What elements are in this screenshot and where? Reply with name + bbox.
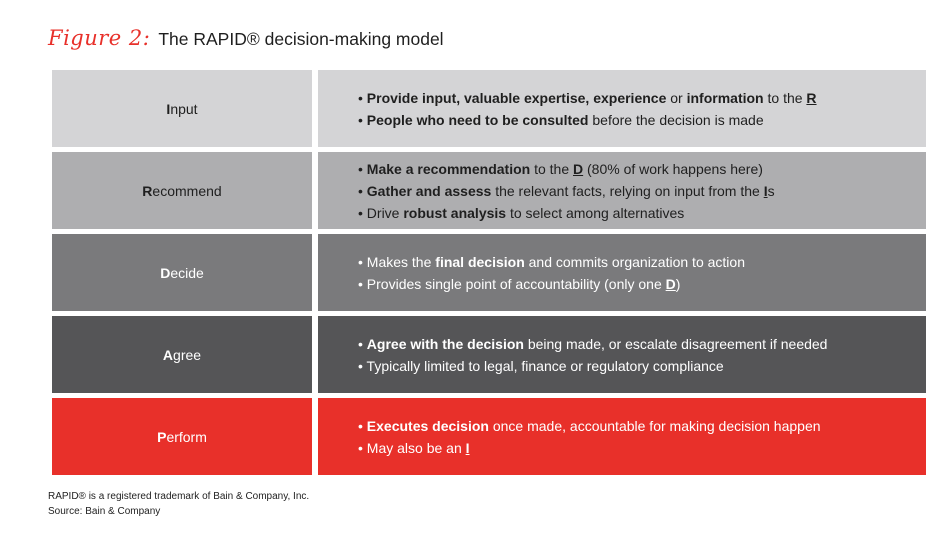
bullet-line	[358, 355, 926, 377]
role-initial: D	[160, 264, 171, 281]
text-segment: •	[358, 111, 367, 128]
bold-phrase: Provide input, valuable expertise, experience	[366, 89, 667, 106]
description-cell	[318, 70, 926, 147]
source-note: Source: Bain & Company	[48, 506, 161, 517]
role-rest: gree	[173, 346, 202, 363]
bold-phrase: information	[686, 89, 764, 106]
bold-phrase: Agree with the decision	[366, 335, 524, 352]
description-cell	[318, 152, 926, 229]
text-segment: )	[675, 275, 681, 292]
role-rest: ecide	[170, 264, 204, 281]
role-reference: R	[806, 89, 817, 106]
role-cell	[52, 70, 312, 147]
role-initial: I	[166, 100, 171, 117]
bullet-line	[358, 251, 926, 273]
text-segment: the relevant facts, relying on input from the	[491, 182, 764, 199]
bold-phrase: Executes decision	[366, 417, 489, 434]
rapid-row-perform	[52, 398, 926, 475]
text-segment: (80% of work happens here)	[583, 160, 763, 177]
text-segment: •	[358, 89, 367, 106]
trademark-note: RAPID® is a registered trademark of Bain & Company, Inc.	[48, 491, 310, 502]
bullet-line	[358, 158, 926, 180]
text-segment: being made, or escalate disagreement if needed	[523, 335, 828, 352]
bold-phrase: Make a recommendation	[366, 160, 531, 177]
text-segment: • Typically limited to legal, finance or regulatory compliance	[358, 357, 724, 374]
description-cell	[318, 316, 926, 393]
bullet-line	[358, 415, 926, 437]
bullet-line	[358, 87, 926, 109]
text-segment: s	[767, 182, 775, 199]
bullet-line	[358, 273, 926, 295]
role-cell	[52, 316, 312, 393]
bold-phrase: final decision	[435, 253, 525, 270]
role-rest: nput	[170, 100, 198, 117]
role-cell	[52, 398, 312, 475]
bullet-line	[358, 437, 926, 459]
text-segment: to select among alternatives	[506, 204, 685, 221]
bold-phrase: People who need to be consulted	[366, 111, 589, 128]
rapid-row-decide	[52, 234, 926, 311]
role-initial: A	[162, 346, 174, 363]
bullet-line	[358, 202, 926, 224]
text-segment: before the decision is made	[588, 111, 764, 128]
rapid-row-input	[52, 70, 926, 147]
text-segment: or	[666, 89, 687, 106]
text-segment: •	[358, 182, 367, 199]
rapid-row-recommend	[52, 152, 926, 229]
bullet-line	[358, 109, 926, 131]
role-reference: D	[573, 160, 584, 177]
role-reference: I	[763, 182, 768, 199]
description-cell	[318, 398, 926, 475]
role-initial: R	[142, 182, 153, 199]
role-cell	[52, 152, 312, 229]
description-cell	[318, 234, 926, 311]
text-segment: • Drive	[358, 204, 404, 221]
figure-title-text: The RAPID® decision-making model	[158, 29, 444, 49]
bold-phrase: Gather and assess	[366, 182, 492, 199]
text-segment: to the	[530, 160, 573, 177]
figure-title	[48, 26, 444, 56]
figure-label: Figure 2:	[48, 26, 151, 50]
role-rest: erform	[166, 428, 207, 445]
text-segment: to the	[763, 89, 807, 106]
text-segment: •	[358, 335, 367, 352]
role-cell	[52, 234, 312, 311]
bold-phrase: robust analysis	[403, 204, 507, 221]
text-segment: • May also be an	[358, 439, 466, 456]
bullet-line	[358, 180, 926, 202]
role-initial: P	[157, 428, 167, 445]
role-reference: I	[465, 439, 470, 456]
role-reference: D	[665, 275, 676, 292]
text-segment: once made, accountable for making decision happen	[488, 417, 821, 434]
text-segment: • Provides single point of accountability (only one	[358, 275, 666, 292]
bullet-line	[358, 333, 926, 355]
text-segment: and commits organization to action	[524, 253, 745, 270]
text-segment: •	[358, 417, 367, 434]
text-segment: •	[358, 160, 367, 177]
rapid-row-agree	[52, 316, 926, 393]
role-rest: ecommend	[152, 182, 222, 199]
text-segment: • Makes the	[358, 253, 436, 270]
